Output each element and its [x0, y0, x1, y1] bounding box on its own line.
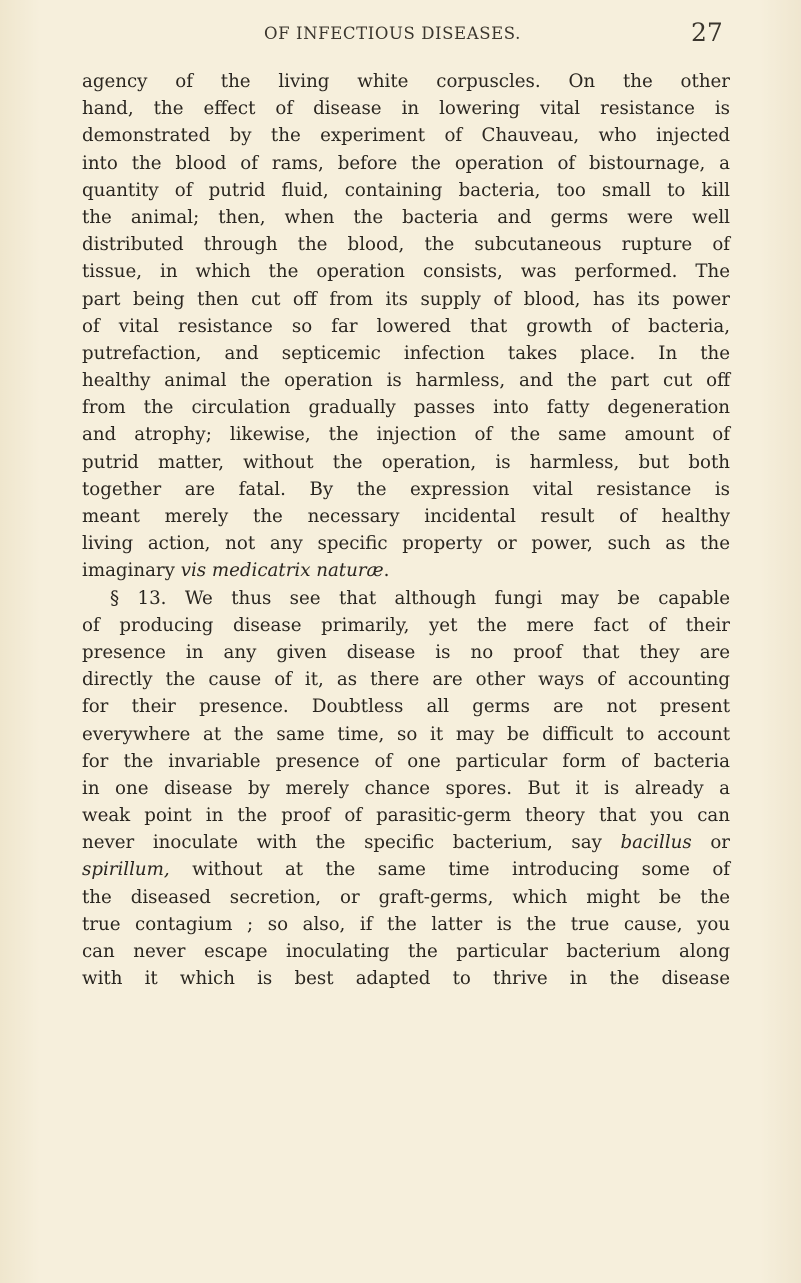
running-head: OF INFECTIOUS DISEASES. [264, 24, 521, 43]
text-line: hand, the effect of disease in lowering vital resistance is [82, 98, 730, 120]
text-line: tissue, in which the operation consists, was performed. The [82, 261, 730, 283]
latin-term: bacillus [620, 832, 692, 854]
text-line: from the circulation gradually passes into fatty degeneration [82, 397, 730, 419]
text-line: of vital resistance so far lowered that growth of bacteria, [82, 315, 730, 337]
text-line: quantity of putrid fluid, containing bacteria, too small to kill [82, 179, 730, 201]
text-line: part being then cut off from its supply of blood, has its power [82, 288, 730, 310]
text-line: into the blood of rams, before the operation of bistournage, a [82, 152, 730, 174]
text-segment: or [691, 832, 730, 854]
latin-term: spirillum, [82, 859, 170, 881]
text-segment: . [383, 560, 390, 582]
text-line: everywhere at the same time, so it may be difficult to account [82, 723, 730, 745]
page-number: 27 [691, 18, 723, 47]
text-line: distributed through the blood, the subcutaneous rupture of [82, 234, 730, 256]
text-line: true contagium ; so also, if the latter is the true cause, you [82, 913, 730, 935]
text-line: the diseased secretion, or graft-germs, which might be the [82, 886, 730, 908]
text-line: directly the cause of it, as there are other ways of accounting [82, 669, 730, 691]
text-line: together are fatal. By the expression vital resistance is [82, 478, 730, 500]
text-line [82, 856, 730, 883]
text-line: living action, not any specific property or power, such as the [82, 533, 730, 555]
section-13-start: § 13. We thus see that although fungi may be capable [110, 587, 730, 609]
text-line-paragraph-end [82, 557, 730, 584]
text-line: for the invariable presence of one particular form of bacteria [82, 750, 730, 772]
text-line: putrid matter, without the operation, is harmless, but both [82, 451, 730, 473]
latin-phrase: vis medicatrix naturæ [180, 560, 384, 582]
page-header [0, 18, 801, 48]
text-line: putrefaction, and septicemic infection takes place. In the [82, 342, 730, 364]
text-line: can never escape inoculating the particular bacterium along [82, 941, 730, 962]
text-segment: imaginary [82, 560, 181, 582]
text-line: meant merely the necessary incidental result of healthy [82, 506, 730, 527]
text-line: demonstrated by the experiment of Chauveau, who injected [82, 125, 730, 147]
text-line: weak point in the proof of parasitic-germ theory that you can [82, 805, 730, 827]
text-line: for their presence. Doubtless all germs are not present [82, 696, 730, 718]
text-line: healthy animal the operation is harmless, and the part cut off [82, 370, 730, 392]
text-line [82, 829, 730, 856]
text-line: in one disease by merely chance spores. But it is already a [82, 777, 730, 799]
text-line: presence in any given disease is no proof that they are [82, 641, 730, 663]
body-text [82, 68, 730, 992]
text-line: the animal; then, when the bacteria and germs were well [82, 206, 730, 228]
text-segment: without at the same time introducing some of [169, 859, 730, 881]
text-line: of producing disease primarily, yet the mere fact of their [82, 614, 730, 636]
text-line: agency of the living white corpuscles. On the other [82, 71, 730, 92]
text-line: with it which is best adapted to thrive in the disease [82, 968, 730, 990]
text-line: and atrophy; likewise, the injection of the same amount of [82, 424, 730, 446]
text-segment: never inoculate with the specific bacterium, say [82, 832, 621, 854]
